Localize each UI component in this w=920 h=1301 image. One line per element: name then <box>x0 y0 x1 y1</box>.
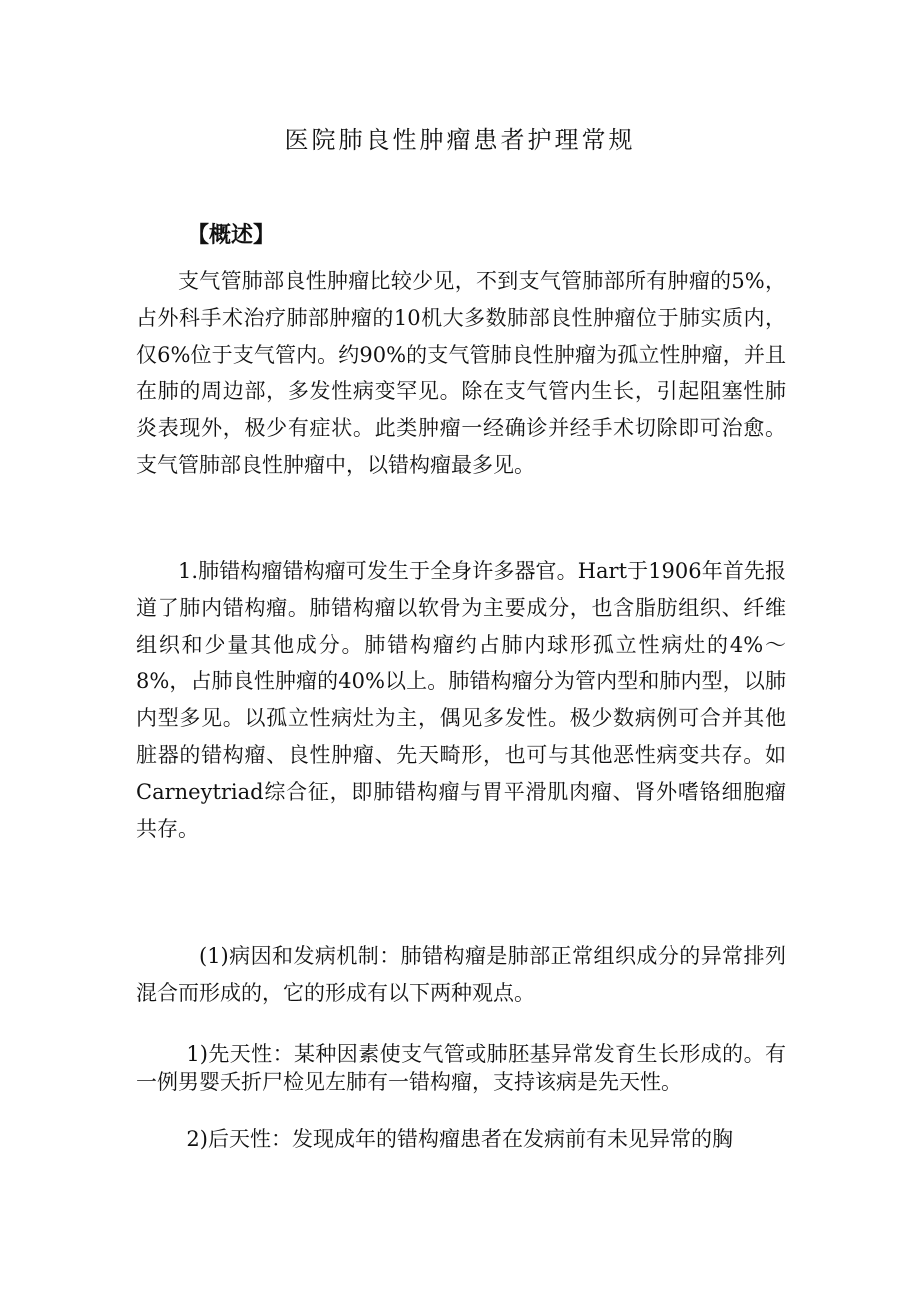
paragraph-acquired: 2)后天性：发现成年的错构瘤患者在发病前有未见异常的胸 <box>186 1127 733 1151</box>
paragraph-overview: 支气管肺部良性肿瘤比较少见，不到支气管肺部所有肿瘤的5%，占外科手术治疗肺部肿瘤的10机大多数肺部良性肿瘤位于肺实质内，仅6%位于支气管内。约90%的支气管肺良性肿瘤为孤立性肿瘤，并且在肺的周边部，多发性病变罕见。除在支气管内生长，引起阻塞性肺炎表现外，极少有症状。此类肿瘤一经确诊并经手术切除即可治愈。支气管肺部良性肿瘤中，以错构瘤最多见。 <box>136 269 786 477</box>
document-title: 医院肺良性肿瘤患者护理常规 <box>284 126 636 154</box>
section-heading-overview: 【概述】 <box>187 222 276 248</box>
paragraph-etiology: (1)病因和发病机制：肺错构瘤是肺部正常组织成分的异常排列混合而形成的，它的形成有以下两种观点。 <box>136 944 786 1005</box>
paragraph-congenital: 1)先天性：某种因素使支气管或肺胚基异常发育生长形成的。有一例男婴夭折尸检见左肺有一错构瘤，支持该病是先天性。 <box>136 1042 786 1094</box>
paragraph-hamartoma: 1.肺错构瘤错构瘤可发生于全身许多器官。Hart于1906年首先报道了肺内错构瘤。肺错构瘤以软骨为主要成分，也含脂肪组织、纤维组织和少量其他成分。肺错构瘤约占肺内球形孤立性病灶的4%～8%，占肺良性肿瘤的40%以上。肺错构瘤分为管内型和肺内型，以肺内型多见。以孤立性病灶为主，偶见多发性。极少数病例可合并其他脏器的错构瘤、良性肿瘤、先天畸形，也可与其他恶性病变共存。如Carneytriad综合征，即肺错构瘤与胃平滑肌肉瘤、肾外嗜铬细胞瘤共存。 <box>136 559 786 841</box>
